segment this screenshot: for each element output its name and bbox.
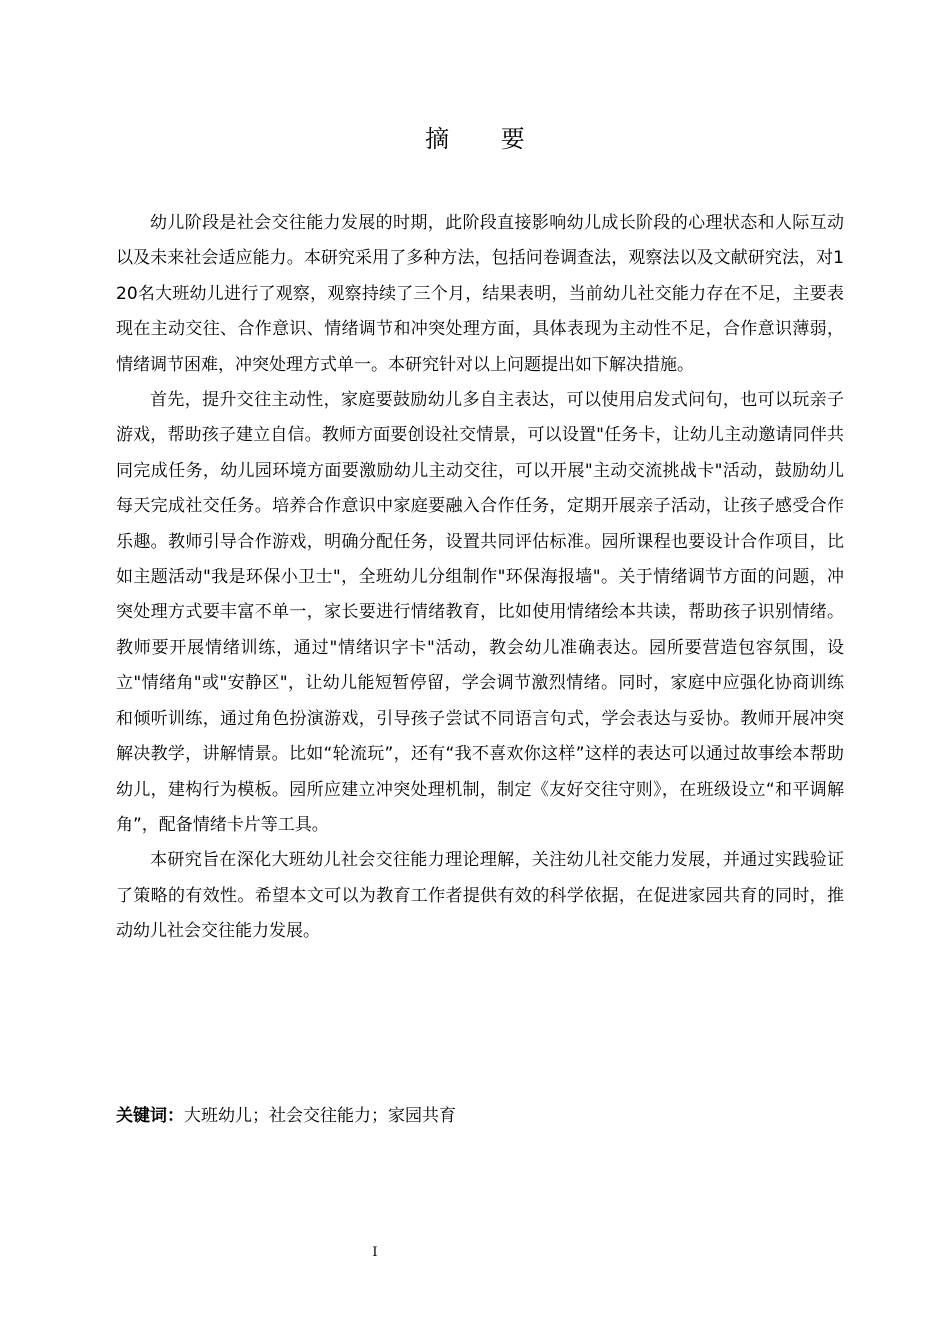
abstract-paragraph-3: 本研究旨在深化大班幼儿社会交往能力理论理解，关注幼儿社交能力发展，并通过实践验证了策略的有效性。希望本文可以为教育工作者提供有效的科学依据，在促进家园共育的同时，推动幼儿社会交往能力发展。 [116, 850, 844, 942]
abstract-paragraph-1: 幼儿阶段是社会交往能力发展的时期，此阶段直接影响幼儿成长阶段的心理状态和人际互动以及未来社会适应能力。本研究采用了多种方法，包括问卷调查法，观察法以及文献研究法，对120名大班幼儿进行了观察，观察持续了三个月，结果表明，当前幼儿社交能力存在不足，主要表现在主动交往、合作意识、情绪调节和冲突处理方面，具体表现为主动性不足，合作意识薄弱，情绪调节困难，冲突处理方式单一。本研究针对以上问题提出如下解决措施。 [116, 213, 844, 375]
keywords-text: 大班幼儿；社会交往能力；家园共育 [184, 1106, 456, 1126]
keywords-line [116, 1098, 844, 1134]
keywords-label: 关键词： [116, 1106, 184, 1126]
abstract-title: 摘 要 [425, 125, 547, 153]
page-number: I [372, 1245, 378, 1260]
abstract-paragraph-2: 首先，提升交往主动性，家庭要鼓励幼儿多自主表达，可以使用启发式问句，也可以玩亲子游戏，帮助孩子建立自信。教师方面要创设社交情景，可以设置"任务卡，让幼儿主动邀请同伴共同完成任务，幼儿园环境方面要激励幼儿主动交往，可以开展"主动交流挑战卡"活动，鼓励幼儿每天完成社交任务。培养合作意识中家庭要融入合作任务，定期开展亲子活动，让孩子感受合作乐趣。教师引导合作游戏，明确分配任务，设置共同评估标准。园所课程也要设计合作项目，比如主题活动"我是环保小卫士"，全班幼儿分组制作"环保海报墙"。关于情绪调节方面的问题，冲突处理方式要丰富不单一，家长要进行情绪教育，比如使用情绪绘本共读，帮助孩子识别情绪。教师要开展情绪训练，通过"情绪识字卡"活动，教会幼儿准确表达。园所要营造包容氛围，设立"情绪角"或"安静区"，让幼儿能短暂停留，学会调节激烈情绪。同时，家庭中应强化协商训练和倾听训练，通过角色扮演游戏，引导孩子尝试不同语言句式，学会表达与妥协。教师开展冲突解决教学，讲解情景。比如“轮流玩”，还有“我不喜欢你这样”这样的表达可以通过故事绘本帮助幼儿，建构行为模板。园所应建立冲突处理机制，制定《友好交往守则》，在班级设立“和平调解角”，配备情绪卡片等工具。 [116, 390, 844, 835]
abstract-body [116, 206, 844, 950]
